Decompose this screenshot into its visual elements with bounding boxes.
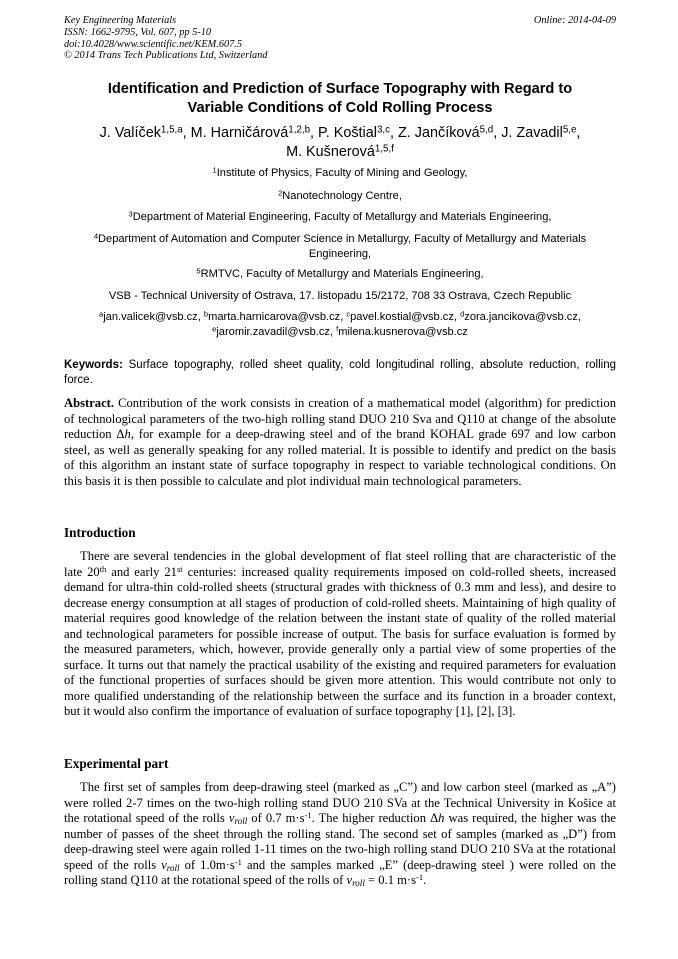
affiliation: $^5$RMTVC, Faculty of Metallurgy and Materials Engineering, bbox=[196, 266, 484, 280]
affiliation: $^1$Institute of Physics, Faculty of Mining and Geology, bbox=[212, 165, 468, 179]
introduction-paragraph: There are several tendencies in the global development of flat steel rolling that are characteristic of the late 20th and early 21st centuries: increased quality requirements imposed on cold-rolled sheets, increased demand for ultra-thin cold-rolled sheets (structural grades with thickness of 0.3 mm and less), and desire to decrease energy consumption at all stages of production of cold-rolled sheets. Maintaining of high quality of material requires good knowledge of the relation between the instant state of quality of the rolled material and technological parameters for possible increase of output. The basis for surface evaluation is formed by the measured parameters, which, however, provide generally only a partial view of some properties of the surface. It turns out that namely the practical usability of the existing and required parameters for evaluation of the functional properties of surfaces should be given more attention. This would contribute not only to more qualified understanding of the relationship between the surface and its function in a broader context, but it would also confirm the importance of evaluation of surface topography [1], [2], [3]. bbox=[64, 549, 616, 719]
affiliation: $^4$Department of Automation and Computer Science in Metallurgy, Faculty of Metallurgy and Materials Engineering, bbox=[93, 231, 587, 261]
journal-header bbox=[64, 15, 616, 62]
email-link[interactable]: $^a$jan.valicek@vsb.cz bbox=[99, 309, 198, 323]
affiliation: $^2$Nanotechnology Centre, bbox=[278, 188, 402, 202]
abstract-label: Abstract. bbox=[64, 396, 115, 410]
author: M. Kušnerová$^{1,5,f}$ bbox=[286, 143, 394, 160]
copyright: © 2014 Trans Tech Publications Ltd, Switzerland bbox=[64, 50, 268, 62]
email-list: $^a$jan.valicek@vsb.cz, $^b$marta.harnicarova@vsb.cz, $^c$pavel.kostial@vsb.cz, $^d$zora.jancikova@vsb.cz, $^e$jaromir.zavadil@vsb.cz, $^f$milena.kusnerova@vsb.cz bbox=[99, 309, 581, 339]
title-line-2: Variable Conditions of Cold Rolling Process bbox=[187, 99, 493, 116]
email-link[interactable]: $^f$milena.kusnerova@vsb.cz bbox=[336, 324, 468, 339]
journal-name: Key Engineering Materials bbox=[64, 15, 177, 26]
author-list: J. Valíček$^{1,5,a}$, M. Harničárová$^{1,2,b}$, P. Koštial$^{3,c}$, Z. Jančíková$^{5,d}$, J. Zavadil$^{5,e}$, M. Kušnerová$^{1,5,f}$ bbox=[99, 124, 581, 160]
author: P. Koštial$^{3,c}$ bbox=[318, 124, 391, 141]
paper-title bbox=[64, 80, 616, 117]
author: Z. Jančíková$^{5,d}$ bbox=[398, 124, 494, 141]
university-address: VSB - Technical University of Ostrava, 17. listopadu 15/2172, 708 33 Ostrava, Czech Republic bbox=[108, 290, 572, 302]
section-heading-experimental: Experimental part bbox=[64, 756, 169, 771]
title-line-1: Identification and Prediction of Surface Topography with Regard to bbox=[107, 81, 573, 97]
keywords bbox=[64, 358, 616, 389]
author: M. Harničárová$^{1,2,b}$ bbox=[190, 124, 311, 141]
section-heading-introduction: Introduction bbox=[64, 525, 136, 540]
author: J. Zavadil$^{5,e}$ bbox=[501, 124, 577, 141]
doi: doi:10.4028/www.scientific.net/KEM.607.5 bbox=[64, 38, 242, 50]
keywords-label: Keywords: bbox=[64, 359, 123, 371]
email-link[interactable]: $^d$zora.jancikova@vsb.cz bbox=[460, 309, 578, 323]
issn: ISSN: 1662-9795, Vol. 607, pp 5-10 bbox=[64, 26, 212, 38]
experimental-paragraph: The first set of samples from deep-drawing steel (marked as „C”) and low carbon steel (marked as „A”) were rolled 2-7 times on the two-high rolling stand DUO 210 SVa at the Technical University in Košice at the rotational speed of the rolls $v_{roll}$ of 0.7 $m\cdot s^{-1}$. The higher reduction Δh was required, the higher was the number of passes of the sheet through the rolling stand. The second set of samples (marked as „D”) from deep-drawing steel were again rolled 1-11 times on the two-high rolling stand DUO 210 SVa at the rotational speed of the rolls $v_{roll}$ of $1.0m\cdot s^{-1}$ and the samples marked „E” (deep-drawing steel ) were rolled on the rolling stand Q110 at the rotational speed of the rolls of $v_{roll} = 0.1$ $m\cdot s^{-1}$. bbox=[64, 780, 616, 889]
email-link[interactable]: $^e$jaromir.zavadil@vsb.cz bbox=[212, 324, 330, 339]
abstract: Abstract. Contribution of the work consists in creation of a mathematical model (algorithm) for prediction of technological parameters of the two-high rolling stand DUO 210 Sva and Q110 at change of the absolute reduction Δh, for example for a deep-drawing steel and of the brand KOHAL grade 697 and low carbon steel, as well as generally speaking for any rolled material. It is possible to identify and predict on the basis of this algorithm an instant state of surface topography in respect to variable technological conditions. On this basis it is then possible to calculate and plot individual main technological parameters. bbox=[64, 396, 616, 488]
email-link[interactable]: $^c$pavel.kostial@vsb.cz bbox=[346, 309, 454, 323]
affiliation: $^3$Department of Material Engineering, Faculty of Metallurgy and Materials Engineering, bbox=[128, 209, 552, 223]
online-date: Online: 2014-04-09 bbox=[533, 15, 616, 26]
author: J. Valíček$^{1,5,a}$ bbox=[99, 124, 183, 141]
email-link[interactable]: $^b$marta.harnicarova@vsb.cz bbox=[203, 309, 341, 323]
keywords-text: Surface topography, rolled sheet quality, cold longitudinal rolling, absolute reduction, rolling force. bbox=[64, 359, 616, 387]
